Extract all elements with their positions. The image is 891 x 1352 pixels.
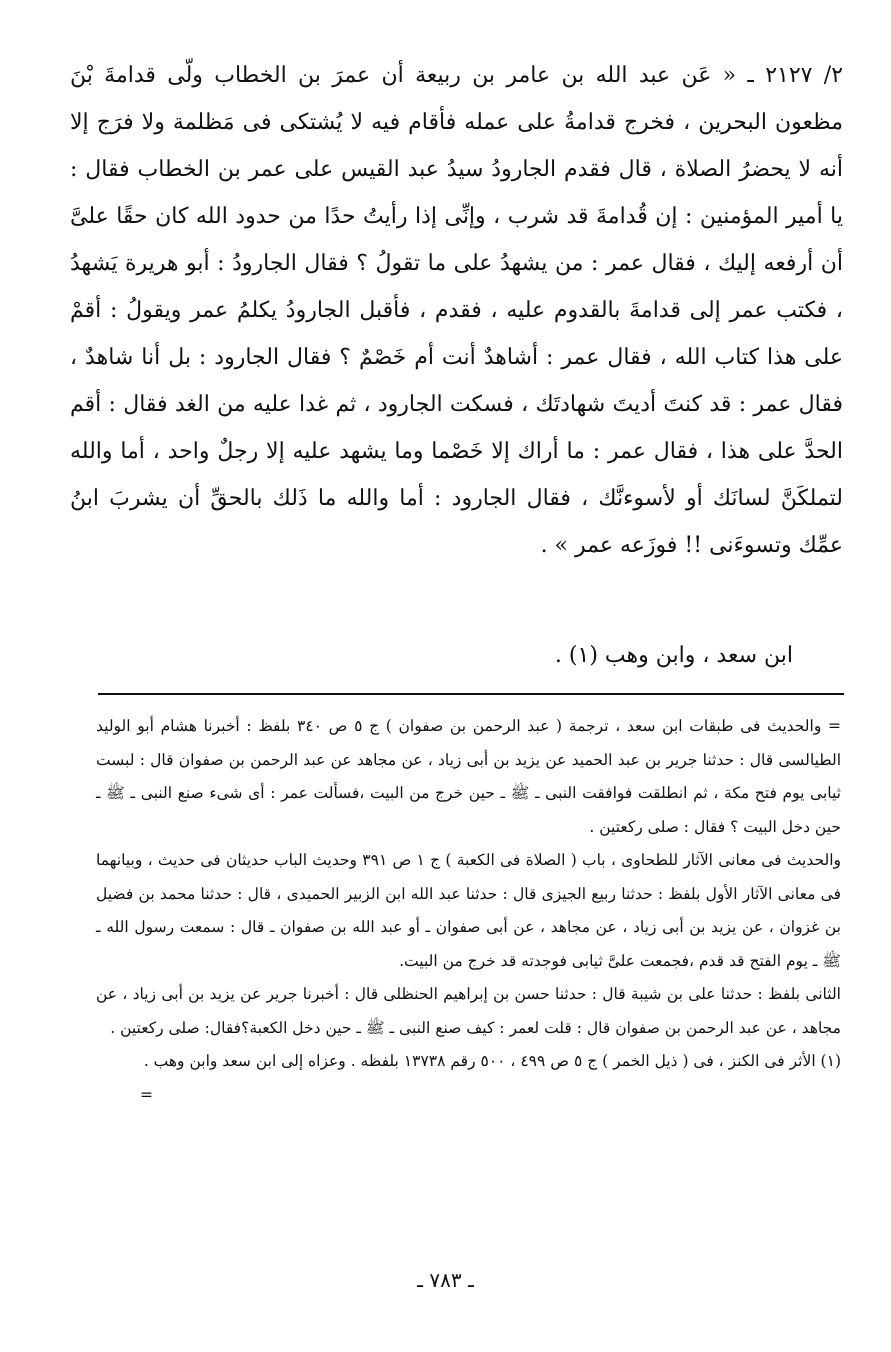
footnote-continued-a: = والحديث فى طبقات ابن سعد ، ترجمة ( عبد الرحمن بن صفوان ) ج ٥ ص ٣٤٠ بلفظ : أخبرنا هشام أبو الوليد الطيالسى قال : حدثنا جرير بن عبد الحميد عن يزيد بن أبى زياد ، عن مجاهد عن عبد الرحمن بن صفوان قال : لبست ثيابى يوم فتح مكة ، ثم انطلقت فوافقت النبى ـ ﷺ ـ حين خرج من البيت ،فسألت عمر : أى شىء صنع النبى ـ ﷺ ـ حين دخل البيت ؟ فقال : صلى ركعتين .: [96, 717, 842, 836]
footnote-continued-c: الثانى بلفظ : حدثنا على بن شيبة قال : حدثنا حسن بن إبراهيم الحنظلى قال : أخبرنا جرير عن يزيد بن أبى زياد ، عن مجاهد ، عن عبد الرحمن بن صفوان قال : قلت لعمر : كيف صنع النبى ـ ﷺ ـ حين دخل الكعبة؟فقال: صلى ركعتين .: [96, 985, 841, 1037]
footnote-continuation-mark: =: [140, 1085, 153, 1104]
footnote-divider: [98, 693, 844, 695]
hadith-paragraph: ٢/ ٢١٢٧ ـ « عَن عبد الله بن عامر بن ربيعة أن عمرَ بن الخطاب ولّى قدامةَ بْنَ مظعون البحرين ، فخرج قدامةُ على عمله فأقام فيه لا يُشتكى فى مَظلمة ولا فرَج إلا أنه لا يحضرُ الصلاة ، قال فقدم الجارودُ سيدُ عبد القيس على عمر بن الخطاب فقال : يا أمير المؤمنين : إن قُدامةَ قد شرب ، وإنِّى إذا رأيتُ حدًا من حدود الله كان حقًا علىَّ أن أرفعه إليك ، فقال عمر : من يشهدُ على ما تقولُ ؟ فقال الجارودُ : أبو هريرة يَشهدُ ، فكتب عمر إلى قدامةَ بالقدوم عليه ، فقدم ، فأقبل الجارودُ يكلمُ عمر ويقولُ : أقمْ على هذا كتاب الله ، فقال عمر : أشاهدٌ أنت أم خَصْمٌ ؟ فقال الجارود : بل أنا شاهدٌ ، فقال عمر : قد كنتَ أديتَ شهادتَك ، فسكت الجارود ، ثم غدا عليه من الغد فقال : أقم الحدَّ على هذا ، فقال عمر : ما أراك إلا خَصْما وما يشهد عليه إلا رجلٌ واحد ، أما والله لتملكَنَّ لسانَك أو لأسوءنَّك ، فقال الجارود : أما والله ما ذَلك بالحقِّ أن يشربَ ابنُ عمِّك وتسوءَنى !! فوزَعه عمر » .: [70, 63, 844, 558]
source-attribution: ابن سعد ، وابن وهب (١) .: [554, 643, 793, 668]
main-text: [70, 52, 843, 569]
footnote-1: (١) الأثر فى الكنز ، فى ( ذيل الخمر ) ج ٥ ص ٤٩٩ ، ٥٠٠ رقم ١٣٧٣٨ بلفظه . وعزاه إلى ابن سعد وابن وهب .: [143, 1052, 841, 1070]
page-number: ـ ٧٨٣ ـ: [417, 1268, 474, 1292]
footnote-continued-b: والحديث فى معانى الآثار للطحاوى ، باب ( الصلاة فى الكعبة ) ج ١ ص ٣٩١ وحديث الباب حديثان فى حديث ، وبيانهما فى معانى الآثار الأول بلفظ : حدثنا ربيع الجيزى قال : حدثنا عبد الله ابن الزبير الحميدى ، قال : حدثنا محمد بن فضيل بن غزوان ، عن يزيد بن أبى زياد ، عن مجاهد ، عن أبى صفوان ـ أو عبد الله بن صفوان ـ قال : سمعت رسول الله ـ ﷺ ـ يوم الفتح قد قدم ،فجمعت علىَّ ثيابى فوجدته قد خرج من البيت.: [96, 851, 842, 970]
footnotes: [96, 710, 841, 1112]
